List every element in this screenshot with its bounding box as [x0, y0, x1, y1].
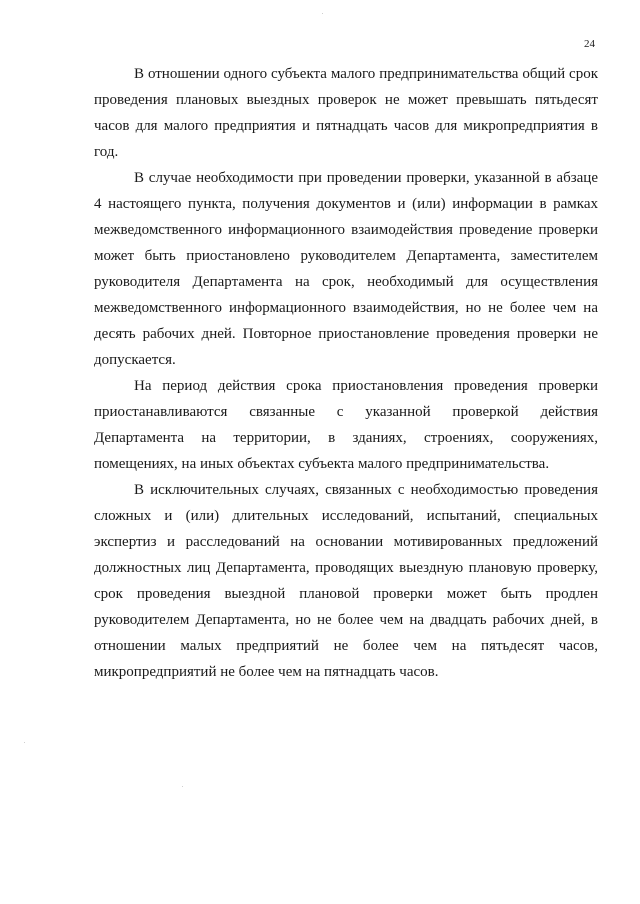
- paragraph-2: В случае необходимости при проведении проверки, указанной в абзаце 4 настоящего пункта, получения документов и (или) информации в рамках межведомственного информационного взаимодействия проведение проверки может быть приостановлено руководителем Департамента, заместителем руководителя Департамента на срок, необходимый для осуществления межведомственного информационного взаимодействия, но не более чем на десять рабочих дней. Повторное приостановление проведения проверки не допускается.: [94, 170, 598, 368]
- document-body: [94, 61, 598, 685]
- paragraph-1: В отношении одного субъекта малого предпринимательства общий срок проведения плановых выездных проверок не может превышать пятьдесят часов для малого предприятия и пятнадцать часов для микропредприятия в год.: [94, 66, 598, 160]
- scan-speck: [24, 742, 25, 743]
- scan-speck: [322, 13, 323, 14]
- page-number: 24: [584, 38, 595, 50]
- paragraph-3: На период действия срока приостановления проведения проверки приостанавливаются связанные с указанной проверкой действия Департамента на территории, в зданиях, строениях, сооружениях, помещениях, на иных объектах субъекта малого предпринимательства.: [94, 378, 598, 472]
- scan-speck: [182, 786, 183, 787]
- paragraph-4: В исключительных случаях, связанных с необходимостью проведения сложных и (или) длительных исследований, испытаний, специальных экспертиз и расследований на основании мотивированных предложений должностных лиц Департамента, проводящих выездную плановую проверку, срок проведения выездной плановой проверки может быть продлен руководителем Департамента, но не более чем на двадцать рабочих дней, в отношении малых предприятий не более чем на пятьдесят часов, микропредприятий не более чем на пятнадцать часов.: [94, 482, 598, 680]
